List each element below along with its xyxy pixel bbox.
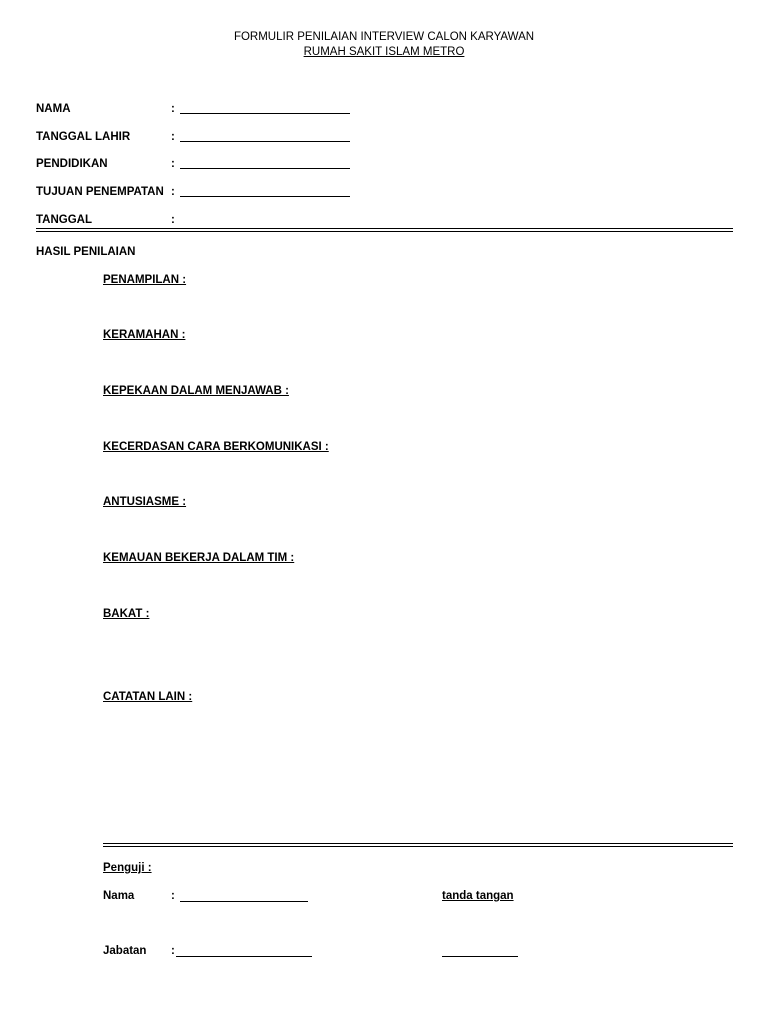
signature-input-line[interactable]	[442, 945, 518, 957]
examiner-name-input-line[interactable]	[180, 890, 308, 902]
signature-label: tanda tangan	[442, 890, 514, 902]
criterion-kemauan-tim: KEMAUAN BEKERJA DALAM TIM :	[103, 552, 295, 564]
field-colon: :	[171, 158, 175, 170]
field-label: TANGGAL LAHIR	[36, 131, 131, 143]
tujuan-penempatan-input-line[interactable]	[180, 185, 350, 197]
pendidikan-input-line[interactable]	[180, 157, 350, 169]
criterion-bakat: BAKAT :	[103, 608, 150, 620]
criterion-keramahan: KERAMAHAN :	[103, 329, 186, 341]
field-label: PENDIDIKAN	[36, 158, 108, 170]
examiner-heading: Penguji :	[103, 862, 152, 874]
field-colon: :	[171, 131, 175, 143]
examiner-position-label: Jabatan	[103, 945, 147, 957]
criterion-antusiasme: ANTUSIASME :	[103, 496, 187, 508]
criterion-kecerdasan: KECERDASAN CARA BERKOMUNIKASI :	[103, 441, 329, 453]
criterion-kepekaan: KEPEKAAN DALAM MENJAWAB :	[103, 385, 289, 397]
examiner-position-input-line[interactable]	[176, 945, 312, 957]
criterion-penampilan: PENAMPILAN :	[103, 274, 187, 286]
examiner-position-colon: :	[171, 945, 175, 957]
form-subtitle: RUMAH SAKIT ISLAM METRO	[303, 46, 465, 58]
form-title: FORMULIR PENILAIAN INTERVIEW CALON KARYAWAN	[233, 31, 535, 43]
field-label: NAMA	[36, 103, 71, 115]
section-divider-top	[36, 228, 733, 232]
field-colon: :	[171, 186, 175, 198]
field-colon: :	[171, 103, 175, 115]
tanggal-lahir-input-line[interactable]	[180, 130, 350, 142]
nama-input-line[interactable]	[180, 102, 350, 114]
examiner-name-colon: :	[171, 890, 175, 902]
examiner-name-label: Nama	[103, 890, 135, 902]
field-colon: :	[171, 214, 175, 226]
field-label: TUJUAN PENEMPATAN	[36, 186, 164, 198]
field-label: TANGGAL	[36, 214, 93, 226]
criterion-catatan-lain: CATATAN LAIN :	[103, 691, 193, 703]
section-divider-bottom	[103, 843, 733, 847]
results-heading: HASIL PENILAIAN	[36, 246, 136, 258]
